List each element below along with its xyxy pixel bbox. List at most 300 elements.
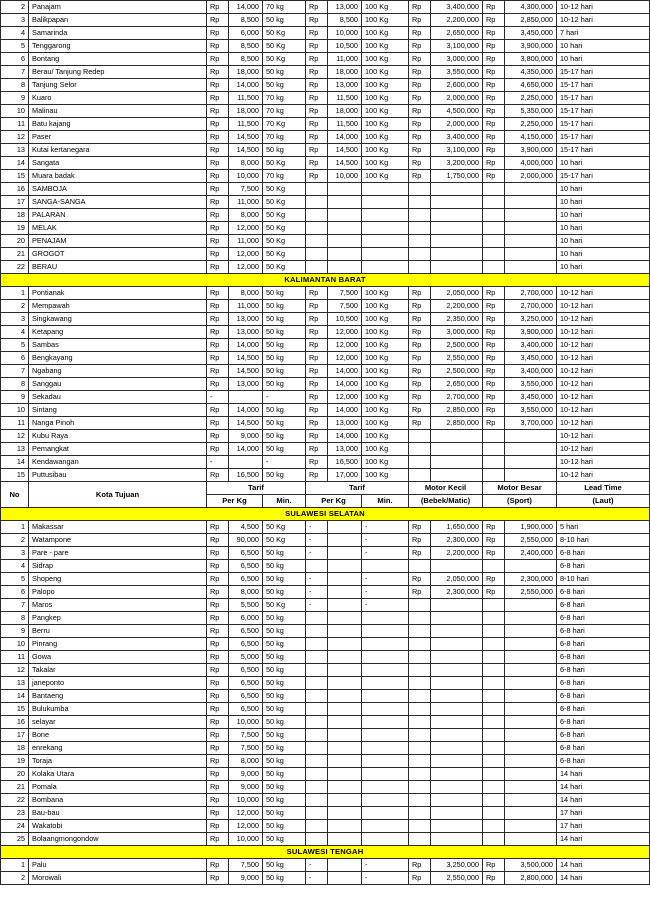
tarif1-per-kg: 8,000 [229,586,263,599]
tarif1-min: 50 Kg [263,261,306,274]
tarif2-per-kg: 13,000 [328,1,362,14]
tarif2-min: 100 Kg [362,352,409,365]
tarif1-per-kg: 14,000 [229,1,263,14]
tarif2-per-kg: 13,000 [328,79,362,92]
header-min-1: Min. [263,495,306,508]
tarif1-min: 50 kg [263,755,306,768]
tarif2-per-kg [328,521,362,534]
tarif1-min: 50 kg [263,729,306,742]
tarif2-per-kg [328,209,362,222]
tarif2-currency: Rp [306,118,328,131]
tarif2-per-kg: 14,500 [328,157,362,170]
motor-besar-price: 3,900,000 [505,144,557,157]
row-city: Malinau [29,105,207,118]
tarif1-per-kg [229,391,263,404]
tarif1-currency: Rp [207,807,229,820]
tarif2-currency [306,716,328,729]
tarif2-currency [306,703,328,716]
row-city: Wakatobi [29,820,207,833]
tarif1-currency: Rp [207,404,229,417]
tarif1-currency: Rp [207,170,229,183]
motor-besar-price: 2,000,000 [505,170,557,183]
motor-kecil-price [431,222,483,235]
motor-besar-currency: Rp [483,326,505,339]
motor-kecil-price [431,664,483,677]
motor-besar-currency [483,430,505,443]
tarif1-min: 50 kg [263,287,306,300]
tarif2-min: - [362,521,409,534]
motor-besar-price [505,781,557,794]
row-number: 3 [1,547,29,560]
motor-besar-price [505,729,557,742]
tarif2-per-kg: 12,000 [328,391,362,404]
motor-besar-price [505,807,557,820]
tarif2-per-kg: 10,000 [328,27,362,40]
table-row [1,144,650,157]
row-city: Panajam [29,1,207,14]
lead-time-value: 6-8 hari [557,664,650,677]
tarif2-currency [306,677,328,690]
tarif2-per-kg [328,677,362,690]
motor-besar-currency [483,729,505,742]
header-motor-besar: Motor Besar [483,482,557,495]
motor-kecil-price [431,248,483,261]
tarif1-per-kg: 4,500 [229,521,263,534]
tarif1-per-kg: 12,000 [229,248,263,261]
tarif1-per-kg: 6,500 [229,703,263,716]
tarif2-per-kg: 18,000 [328,66,362,79]
motor-besar-price: 2,550,000 [505,534,557,547]
tarif2-per-kg [328,196,362,209]
motor-besar-price [505,560,557,573]
row-city: Morowali [29,872,207,885]
table-row [1,1,650,14]
section-header-row [1,508,650,521]
motor-besar-price: 2,300,000 [505,573,557,586]
tarif1-per-kg: 7,500 [229,742,263,755]
motor-besar-price [505,183,557,196]
tarif1-currency: Rp [207,781,229,794]
motor-besar-currency: Rp [483,378,505,391]
lead-time-value: 15-17 hari [557,144,650,157]
tarif2-per-kg: 11,500 [328,118,362,131]
lead-time-value: 10-12 hari [557,14,650,27]
tarif2-per-kg [328,573,362,586]
motor-kecil-currency: Rp [409,352,431,365]
motor-kecil-currency: Rp [409,92,431,105]
motor-besar-currency: Rp [483,313,505,326]
table-row [1,716,650,729]
tarif2-min: 100 Kg [362,404,409,417]
tarif2-min [362,261,409,274]
motor-kecil-currency [409,651,431,664]
motor-kecil-price [431,638,483,651]
lead-time-value: 10 hari [557,261,650,274]
tarif1-per-kg: 6,500 [229,677,263,690]
tarif1-currency: Rp [207,534,229,547]
lead-time-value: 10-12 hari [557,430,650,443]
row-city: Ketapang [29,326,207,339]
tarif2-currency: Rp [306,300,328,313]
tarif2-currency: Rp [306,456,328,469]
motor-kecil-price [431,690,483,703]
tarif1-currency: Rp [207,430,229,443]
row-number: 21 [1,781,29,794]
tarif2-min: 100 Kg [362,92,409,105]
lead-time-value: 10 hari [557,196,650,209]
tarif2-min [362,833,409,846]
motor-kecil-price: 2,600,000 [431,79,483,92]
motor-besar-price: 2,250,000 [505,118,557,131]
tarif1-currency: Rp [207,352,229,365]
motor-kecil-price: 2,700,000 [431,391,483,404]
tarif2-min [362,625,409,638]
motor-kecil-currency: Rp [409,27,431,40]
row-number: 6 [1,352,29,365]
tarif1-per-kg: 14,500 [229,131,263,144]
lead-time-value: 15-17 hari [557,92,650,105]
tarif1-currency: Rp [207,417,229,430]
row-city: Samarinda [29,27,207,40]
motor-besar-price [505,456,557,469]
motor-besar-currency [483,183,505,196]
tarif2-per-kg [328,183,362,196]
tarif2-currency: Rp [306,339,328,352]
tarif2-min: 100 Kg [362,118,409,131]
table-body [1,1,650,885]
tarif2-per-kg: 13,000 [328,417,362,430]
motor-besar-currency [483,560,505,573]
tarif2-currency [306,638,328,651]
motor-besar-price [505,469,557,482]
table-row [1,430,650,443]
tarif2-per-kg [328,781,362,794]
motor-besar-currency: Rp [483,339,505,352]
tarif1-currency: Rp [207,144,229,157]
motor-besar-currency: Rp [483,27,505,40]
motor-besar-currency: Rp [483,40,505,53]
tarif1-min: 70 kg [263,170,306,183]
motor-besar-currency [483,820,505,833]
tarif1-currency: Rp [207,768,229,781]
tarif2-min [362,703,409,716]
tarif1-currency: Rp [207,40,229,53]
tarif2-per-kg: 14,000 [328,378,362,391]
motor-kecil-price: 2,300,000 [431,586,483,599]
tarif1-currency: Rp [207,27,229,40]
header-lead-time-sub: (Laut) [557,495,650,508]
row-city: Berru [29,625,207,638]
tarif2-currency [306,651,328,664]
lead-time-value: 10-12 hari [557,352,650,365]
tarif1-per-kg: 8,000 [229,157,263,170]
motor-kecil-price [431,560,483,573]
lead-time-value: 10-12 hari [557,365,650,378]
motor-besar-price [505,677,557,690]
motor-kecil-price [431,183,483,196]
motor-besar-price [505,443,557,456]
lead-time-value: 14 hari [557,768,650,781]
header-lead-time: Lead Time [557,482,650,495]
motor-kecil-price [431,196,483,209]
tarif1-per-kg: 11,500 [229,118,263,131]
row-city: Pontianak [29,287,207,300]
tarif1-currency: Rp [207,586,229,599]
table-row [1,859,650,872]
section-title: SULAWESI SELATAN [1,508,650,521]
tarif1-currency: Rp [207,287,229,300]
lead-time-value: 8-10 hari [557,534,650,547]
row-number: 17 [1,196,29,209]
tarif1-min: 50 kg [263,638,306,651]
motor-besar-currency [483,833,505,846]
lead-time-value: 10-12 hari [557,339,650,352]
motor-kecil-currency: Rp [409,66,431,79]
lead-time-value: 6-8 hari [557,547,650,560]
lead-time-value: 6-8 hari [557,742,650,755]
motor-besar-currency: Rp [483,586,505,599]
lead-time-value: 15-17 hari [557,170,650,183]
motor-kecil-currency: Rp [409,40,431,53]
table-row [1,235,650,248]
tarif2-currency: - [306,859,328,872]
motor-kecil-price: 3,000,000 [431,53,483,66]
tarif1-min: 50 kg [263,378,306,391]
row-number: 12 [1,430,29,443]
header-motor-kecil-sub: (Bebek/Matic) [409,495,483,508]
tarif2-currency: Rp [306,92,328,105]
motor-besar-price [505,196,557,209]
tarif2-currency: Rp [306,79,328,92]
tarif1-min: 50 kg [263,872,306,885]
tarif2-currency: Rp [306,287,328,300]
tarif1-per-kg: 11,000 [229,196,263,209]
row-number: 19 [1,222,29,235]
lead-time-value: 10 hari [557,209,650,222]
motor-kecil-price [431,612,483,625]
tarif2-currency: Rp [306,313,328,326]
tarif1-min: 50 Kg [263,196,306,209]
tarif2-currency [306,690,328,703]
motor-besar-price [505,625,557,638]
motor-besar-currency: Rp [483,118,505,131]
motor-besar-currency [483,196,505,209]
motor-kecil-currency [409,768,431,781]
tarif1-min: 50 kg [263,859,306,872]
row-number: 4 [1,326,29,339]
tarif1-min: 70 kg [263,1,306,14]
tarif2-per-kg: 12,000 [328,326,362,339]
tarif1-min: 50 kg [263,716,306,729]
motor-kecil-price: 2,200,000 [431,14,483,27]
lead-time-value: 6-8 hari [557,703,650,716]
row-city: Bontang [29,53,207,66]
row-city: Sangata [29,157,207,170]
tarif2-currency [306,742,328,755]
row-number: 10 [1,638,29,651]
lead-time-value: 10 hari [557,235,650,248]
motor-kecil-currency [409,833,431,846]
tarif1-min: 50 kg [263,14,306,27]
motor-besar-currency [483,807,505,820]
row-city: Berau/ Tanjung Redep [29,66,207,79]
table-row [1,79,650,92]
lead-time-value: 14 hari [557,872,650,885]
tarif1-min: 50 kg [263,326,306,339]
motor-kecil-price [431,677,483,690]
table-row [1,807,650,820]
tarif1-min: 50 kg [263,677,306,690]
tarif1-min: 50 kg [263,144,306,157]
tarif2-per-kg [328,768,362,781]
tarif1-min: 70 Kg [263,118,306,131]
tarif2-per-kg [328,651,362,664]
motor-kecil-currency [409,183,431,196]
tarif2-per-kg: 14,000 [328,365,362,378]
motor-kecil-price: 1,650,000 [431,521,483,534]
motor-kecil-currency [409,196,431,209]
motor-besar-price: 3,450,000 [505,352,557,365]
lead-time-value: 10-12 hari [557,404,650,417]
tarif2-currency: Rp [306,417,328,430]
tarif1-per-kg: 7,500 [229,183,263,196]
tarif1-per-kg: 90,000 [229,534,263,547]
tarif1-min: 50 kg [263,586,306,599]
tarif1-min: 50 Kg [263,521,306,534]
motor-kecil-price: 3,250,000 [431,859,483,872]
tarif2-min: - [362,573,409,586]
motor-kecil-currency: Rp [409,313,431,326]
row-city: PENAJAM [29,235,207,248]
lead-time-value: 10-12 hari [557,313,650,326]
row-number: 14 [1,456,29,469]
tarif2-min [362,209,409,222]
motor-kecil-currency [409,755,431,768]
motor-besar-currency [483,755,505,768]
motor-kecil-price [431,456,483,469]
row-number: 21 [1,248,29,261]
lead-time-value: 6-8 hari [557,755,650,768]
motor-kecil-price: 2,550,000 [431,872,483,885]
row-number: 22 [1,261,29,274]
row-number: 15 [1,703,29,716]
tarif2-currency: Rp [306,1,328,14]
motor-kecil-price: 2,550,000 [431,352,483,365]
tarif1-per-kg: 13,000 [229,326,263,339]
tarif1-currency: Rp [207,625,229,638]
motor-besar-price: 4,350,000 [505,66,557,79]
motor-kecil-currency: Rp [409,534,431,547]
motor-besar-currency: Rp [483,872,505,885]
row-number: 24 [1,820,29,833]
tarif2-per-kg: 12,000 [328,339,362,352]
tarif2-min [362,742,409,755]
tarif2-per-kg [328,755,362,768]
motor-besar-price: 3,900,000 [505,326,557,339]
table-row [1,131,650,144]
motor-besar-price [505,209,557,222]
table-row [1,560,650,573]
row-number: 8 [1,612,29,625]
tarif2-per-kg: 10,000 [328,170,362,183]
lead-time-value: 10 hari [557,222,650,235]
row-city: selayar [29,716,207,729]
tarif1-currency: Rp [207,92,229,105]
row-number: 7 [1,365,29,378]
motor-kecil-currency: Rp [409,391,431,404]
motor-besar-currency: Rp [483,352,505,365]
row-number: 2 [1,300,29,313]
row-city: Sambas [29,339,207,352]
row-number: 2 [1,1,29,14]
section-header-row [1,274,650,287]
row-number: 18 [1,209,29,222]
row-number: 5 [1,40,29,53]
motor-kecil-currency: Rp [409,573,431,586]
motor-kecil-currency [409,638,431,651]
motor-kecil-price: 2,350,000 [431,313,483,326]
motor-kecil-currency: Rp [409,300,431,313]
tarif2-per-kg [328,560,362,573]
tarif1-currency: Rp [207,612,229,625]
tarif2-min [362,651,409,664]
motor-besar-currency: Rp [483,14,505,27]
motor-kecil-price: 2,000,000 [431,118,483,131]
tarif1-currency: Rp [207,521,229,534]
tarif2-min: - [362,859,409,872]
motor-kecil-currency [409,794,431,807]
motor-kecil-currency [409,625,431,638]
tarif2-currency: - [306,599,328,612]
tarif2-per-kg [328,261,362,274]
motor-kecil-currency [409,664,431,677]
tarif2-currency: Rp [306,365,328,378]
motor-besar-currency: Rp [483,92,505,105]
motor-besar-currency: Rp [483,300,505,313]
section-title: SULAWESI TENGAH [1,846,650,859]
tarif2-min [362,248,409,261]
tarif1-per-kg: 8,000 [229,209,263,222]
motor-kecil-price [431,703,483,716]
motor-kecil-currency [409,703,431,716]
tarif1-currency: Rp [207,222,229,235]
row-city: Paser [29,131,207,144]
tarif1-per-kg: 6,000 [229,27,263,40]
tarif1-per-kg: 14,500 [229,417,263,430]
tarif1-per-kg: 5,500 [229,599,263,612]
motor-besar-currency [483,456,505,469]
tarif1-min: 50 kg [263,794,306,807]
row-city: Shopeng [29,573,207,586]
tarif2-min: - [362,872,409,885]
row-number: 10 [1,105,29,118]
tarif1-currency: Rp [207,157,229,170]
tarif2-per-kg [328,742,362,755]
tarif1-per-kg: 10,000 [229,833,263,846]
row-city: Pinrang [29,638,207,651]
tarif1-currency: Rp [207,820,229,833]
tarif1-currency: Rp [207,833,229,846]
tarif2-per-kg: 17,000 [328,469,362,482]
tarif2-per-kg [328,833,362,846]
motor-kecil-currency: Rp [409,170,431,183]
tarif1-per-kg: 5,000 [229,651,263,664]
table-row [1,521,650,534]
tarif1-per-kg: 9,000 [229,430,263,443]
header-kota-tujuan: Kota Tujuan [29,482,207,508]
row-number: 13 [1,443,29,456]
tarif2-currency [306,196,328,209]
